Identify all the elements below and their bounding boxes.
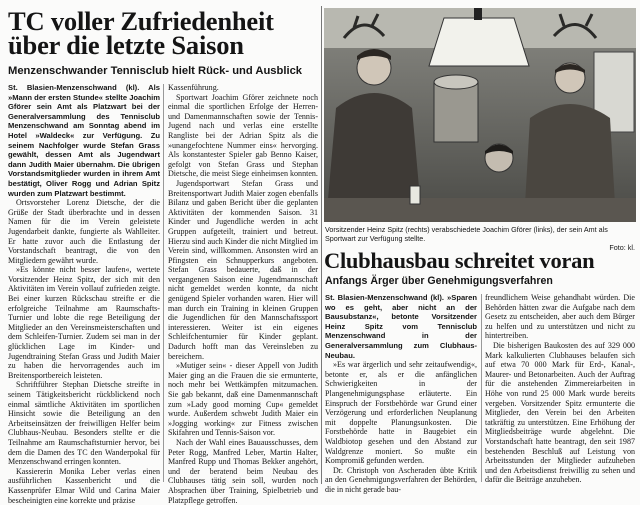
article2-column-2 bbox=[485, 293, 635, 483]
article2-subhead: Anfangs Ärger über Genehmigungsverfahren bbox=[325, 275, 553, 287]
article-divider bbox=[321, 6, 322, 484]
article1-column-2 bbox=[168, 83, 318, 505]
article1-column-1 bbox=[8, 83, 160, 505]
article1-subhead: Menzenschwander Tennisclub hielt Rück- und Ausblick bbox=[8, 65, 303, 77]
paragraph: Schriftführer Stephan Dietsche streifte in seinem Tätigkeitsbericht rückblickend noch einmal sämtliche Aktivitäten im sportlichen Hinsicht sowie die Beteiligung an den Arbeitseinsätzen der freiwilligen Helfer beim Clubhaus-Neubau. Besonders stellte er die Teilnahme am Raumschaftsturnier hervor, bei dem die Damen des TC den Wanderpokal für Menzenschwand erringen konnten. bbox=[8, 380, 160, 467]
paragraph: Dr. Christoph von Ascheraden übte Kritik an den Genehmigungsverfahren der Behörden, die in nicht gerade bau- bbox=[325, 465, 477, 494]
paragraph: freundlichem Weise gehandhabt würden. Die Behörden hätten zwar die Aufgabe nach dem Gesetz zu entscheiden, aber auch dem Bürger zu helfen und zu unterstützen und nicht zu hintertreiben. bbox=[485, 293, 635, 341]
paragraph: Nach der Wahl eines Bauausschusses, dem Peter Rogg, Manfred Leber, Martin Halter, Manfred Rupp und Thomas Bekker angehört, und der beratend beim Neubau des Clubhauses tätig sein soll, wurden noch Absprachen über Training, Spielbetrieb und Platzpflege getroffen. bbox=[168, 437, 318, 505]
paragraph: Die bisherigen Baukosten des auf 329 000 Mark kalkulierten Clubhauses belaufen sich auf etwa 70 000 Mark für Erd-, Kanal-, Maurer- und Betonarbeiten. Auch der Auftrag für die anstehenden Zimmereiarbeiten in Höhe von rund 25 000 Mark wurde bereits vergeben. Vorsitzender Spitz ermunterte die Mitglieder, den Verein bei den Arbeiten tatkräftig zu unterstützen. Eine Erhöhung der Mitgliedsbeiträge wurde abgelehnt. Die Vorstandschaft hatte beantragt, den seit 1987 bestehenden Beschluß auf Leistung von Arbeitsstunden der Mitglieder aufzuheben und den Arbeitsdienst freiwillig zu sehen und dafür die Beiträge anzuheben. bbox=[485, 340, 635, 485]
paragraph: Kassiererin Monika Leber verlas einen ausführlichen Kassenbericht und die Kassenprüfer Elmar Wild und Carina Maier bescheinigten eine korrekte und präzise bbox=[8, 466, 160, 505]
photo-credit: Foto: kl. bbox=[609, 243, 635, 252]
column-divider bbox=[163, 84, 164, 482]
paragraph: Jugendsportwart Stefan Grass und Breitensportwart Judith Maier zogen ebenfalls Bilanz und gaben Bericht über die geplanten Aktivitäten der kommenden Saison. 31 Kinder und Jugendliche werden in acht Gruppen aufgeteilt, trainiert und betreut. Hierzu sind auch Kinder die nicht Mitglied im Verein sind, willkommen. Ansonsten wird an Pfingsten ein Schnupperkurs angeboten. Stefan Grass bedauerte, daß in der vergangenen Saison eine Jugendmannschaft nicht gemeldet werden konnte, da nicht genügend Spieler vorhanden waren. Hier will man durch ein Training in kleinen Gruppen die Jugendlichen für den Mannschaftssport interessieren. Weiter ist ein eigenes Schleifchenturnier für Kinder geplant. Dadurch hofft man das Vereinsleben zu bereichern. bbox=[168, 178, 318, 361]
article2-column-1 bbox=[325, 293, 477, 494]
paragraph: Ortsvorsteher Lorenz Dietsche, der die Grüße der Stadt überbrachte und in dessen Namen für die im Verein geleistete Jugendarbeit dankte, fungierte als Wahlleiter. Er hatte zuvor auch die Entlastung der Vorstandschaft beantragt, die von den Mitgliedern gewährt wurde. bbox=[8, 198, 160, 265]
paragraph: »Mutiger sein« - dieser Appell von Judith Maier ging an die Frauen die sie ermunterte, noch mehr bei Wettkämpfen mitzumachen. Sie gab bekannt, daß eine Damenmannschaft zum »Lady good morning Cup« gemeldet wurde. Außerdem schwebt Judith Maier ein »Jogging working« zur Fitness zwischen Skifahren und Tennis-Saison vor. bbox=[168, 361, 318, 438]
paragraph: Kassenführung. bbox=[168, 83, 219, 92]
photo-caption: Vorsitzender Heinz Spitz (rechts) verabschiedete Joachim Gförer (links), der sein Amt als Sportwart zur Verfügung stellte. Foto: kl. bbox=[325, 225, 635, 252]
photo-illustration bbox=[324, 8, 636, 222]
article1-lead: St. Blasien-Menzenschwand (kl). Als »Mann der ersten Stunde« stellte Joachim Gförer sein Amt als Platzwart bei der Generalversammlung des Tennisclub Menzenschwand am Sonntag abend im Hotel »Waldeck« zur Verfügung. Zu seinem Nachfolger wurde Stefan Grass gewählt, dessen Amt als Jugendwart dann Judith Maier übernahm. Die übrigen Vorstandsmitglieder wurden in ihrem Amt bestätigt, Oliver Rogg und Adrian Spitz wurden zum Platzwart bestimmt. bbox=[8, 83, 160, 198]
paragraph: »Es war ärgerlich und sehr zeitaufwendig«, betonte er, als er die anfänglichen Schwierigkeiten in der Plangenehmigungsphase erläuterte. Ein Einspruch der Forstbehörde war Grund einer Verzögerung und erforderlichen Neuplanung mit doppelte Planungsunkosten. Die Forstbehörde hatte in Baugebiet ein Waldbiotop gesehen und den Abstand zur Waldgrenze moniert. So mußte ein Kompromiß gefunden werden. bbox=[325, 360, 477, 466]
paragraph: Sportwart Joachim Gförer zeichnete noch einmal die sportlichen Erfolge der Herren- und Damenmannschaften sowie der Tennis-Jugend nach und verlas eine erstellte Rangliste bei der Adrian Spitz als die »unangefochtene Nummer eins« hervorging. Als konstantester Spieler gab Benno Kaiser, gefolgt von Stefan Grass und Stephan Dietsche, die meist Siege einheimsen konnten. bbox=[168, 92, 318, 179]
club-photo bbox=[324, 8, 636, 222]
article2-lead: St. Blasien-Menzenschwand (kl). »Sparen wo es geht, aber nicht an der Bausubstanz«, betonte Vorsitzender Heinz Spitz vom Tennisclub Menzenschwand in der Generalversammlung zum Clubhaus-Neubau. bbox=[325, 293, 477, 360]
article1-headline: TC voller Zufriedenheit über die letzte Saison bbox=[8, 6, 274, 60]
paragraph: »Es könnte nicht besser laufen«, wertete Vorsitzender Heinz Spitz, der sich mit den Aktivitäten im Verein vollauf zufrieden zeigte. Bei einer kurzen Rückschau streifte er die erfolgreiche Teilnahme am Raumschafts-Turnier und lobte die rege Beteiligung der Mitglieder an den Vereinsmeisterschaften und dem Schleifen-Turnier. Zudem sei man in der glücklichen Lage im Kinder- und Jugendtraining Stefan Grass und Judith Maier zu haben die hervorragendes auch im Breitensportbereich leisteten. bbox=[8, 265, 160, 380]
column-divider bbox=[481, 294, 482, 482]
article2-headline: Clubhausbau schreitet voran bbox=[324, 248, 595, 273]
